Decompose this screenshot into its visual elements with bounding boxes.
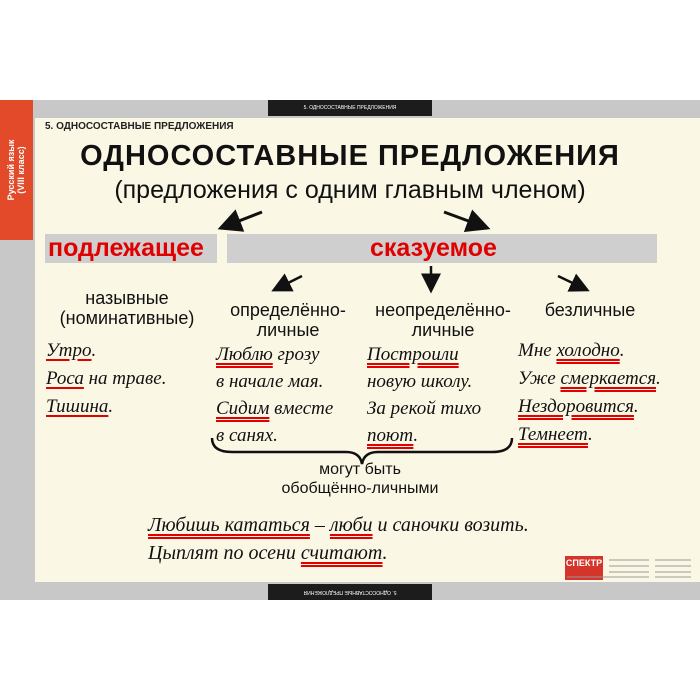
example-nominative-1: Утро. <box>46 340 97 361</box>
section-label: 5. ОДНОСОСТАВНЫЕ ПРЕДЛОЖЕНИЯ <box>45 121 234 132</box>
arrow-right-icon <box>444 212 482 226</box>
top-bar: 5. ОДНОСОСТАВНЫЕ ПРЕДЛОЖЕНИЯ <box>268 100 432 116</box>
example-indefinite-4: поют. <box>367 425 419 446</box>
generalized-note: могут быть обобщённо-личными <box>281 461 439 497</box>
example-definite-3: Сидим вместе <box>216 398 334 419</box>
example-nominative-3: Тишина. <box>46 396 114 417</box>
generalized-example-2: Цыплят по осени считают. <box>148 542 388 564</box>
publisher-logo: СПЕКТР <box>565 556 603 580</box>
type-nominative: назывные (номинативные) <box>59 288 195 328</box>
arrow-down-left-icon <box>278 276 302 288</box>
predicate-heading: сказуемое <box>370 234 497 262</box>
page-subtitle: (предложения с одним главным членом) <box>114 176 586 204</box>
example-nominative-2: Роса на траве. <box>46 368 167 389</box>
fine-print-lines <box>565 556 695 582</box>
bottom-bar: 5. ОДНОСОСТАВНЫЕ ПРЕДЛОЖЕНИЯ <box>268 584 432 600</box>
example-indefinite-1: Построили <box>367 344 459 365</box>
page-title: ОДНОСОСТАВНЫЕ ПРЕДЛОЖЕНИЯ <box>80 140 620 172</box>
side-label: Русский язык (VIII класс) <box>6 139 26 201</box>
type-impersonal: безличные <box>544 300 636 320</box>
example-definite-1: Люблю грозу <box>216 344 320 365</box>
type-indefinite: неопределённо- личные <box>375 300 511 340</box>
example-indefinite-2: новую школу. <box>367 371 473 392</box>
publisher-block <box>565 556 695 582</box>
example-definite-2: в начале мая. <box>216 371 324 392</box>
example-impersonal-3: Нездоровится. <box>518 396 639 417</box>
example-definite-4: в санях. <box>216 425 278 446</box>
example-impersonal-1: Мне холодно. <box>518 340 625 361</box>
example-impersonal-2: Уже смеркается. <box>518 368 661 389</box>
arrow-down-right-icon <box>558 276 583 288</box>
example-indefinite-3: За рекой тихо <box>367 398 482 419</box>
generalized-example-1: Любишь кататься – люби и саночки возить. <box>148 514 529 536</box>
type-definite: определённо- личные <box>230 300 346 340</box>
arrow-left-icon <box>226 212 262 226</box>
example-impersonal-4: Темнеет. <box>518 424 593 445</box>
subject-heading: подлежащее <box>48 234 204 262</box>
